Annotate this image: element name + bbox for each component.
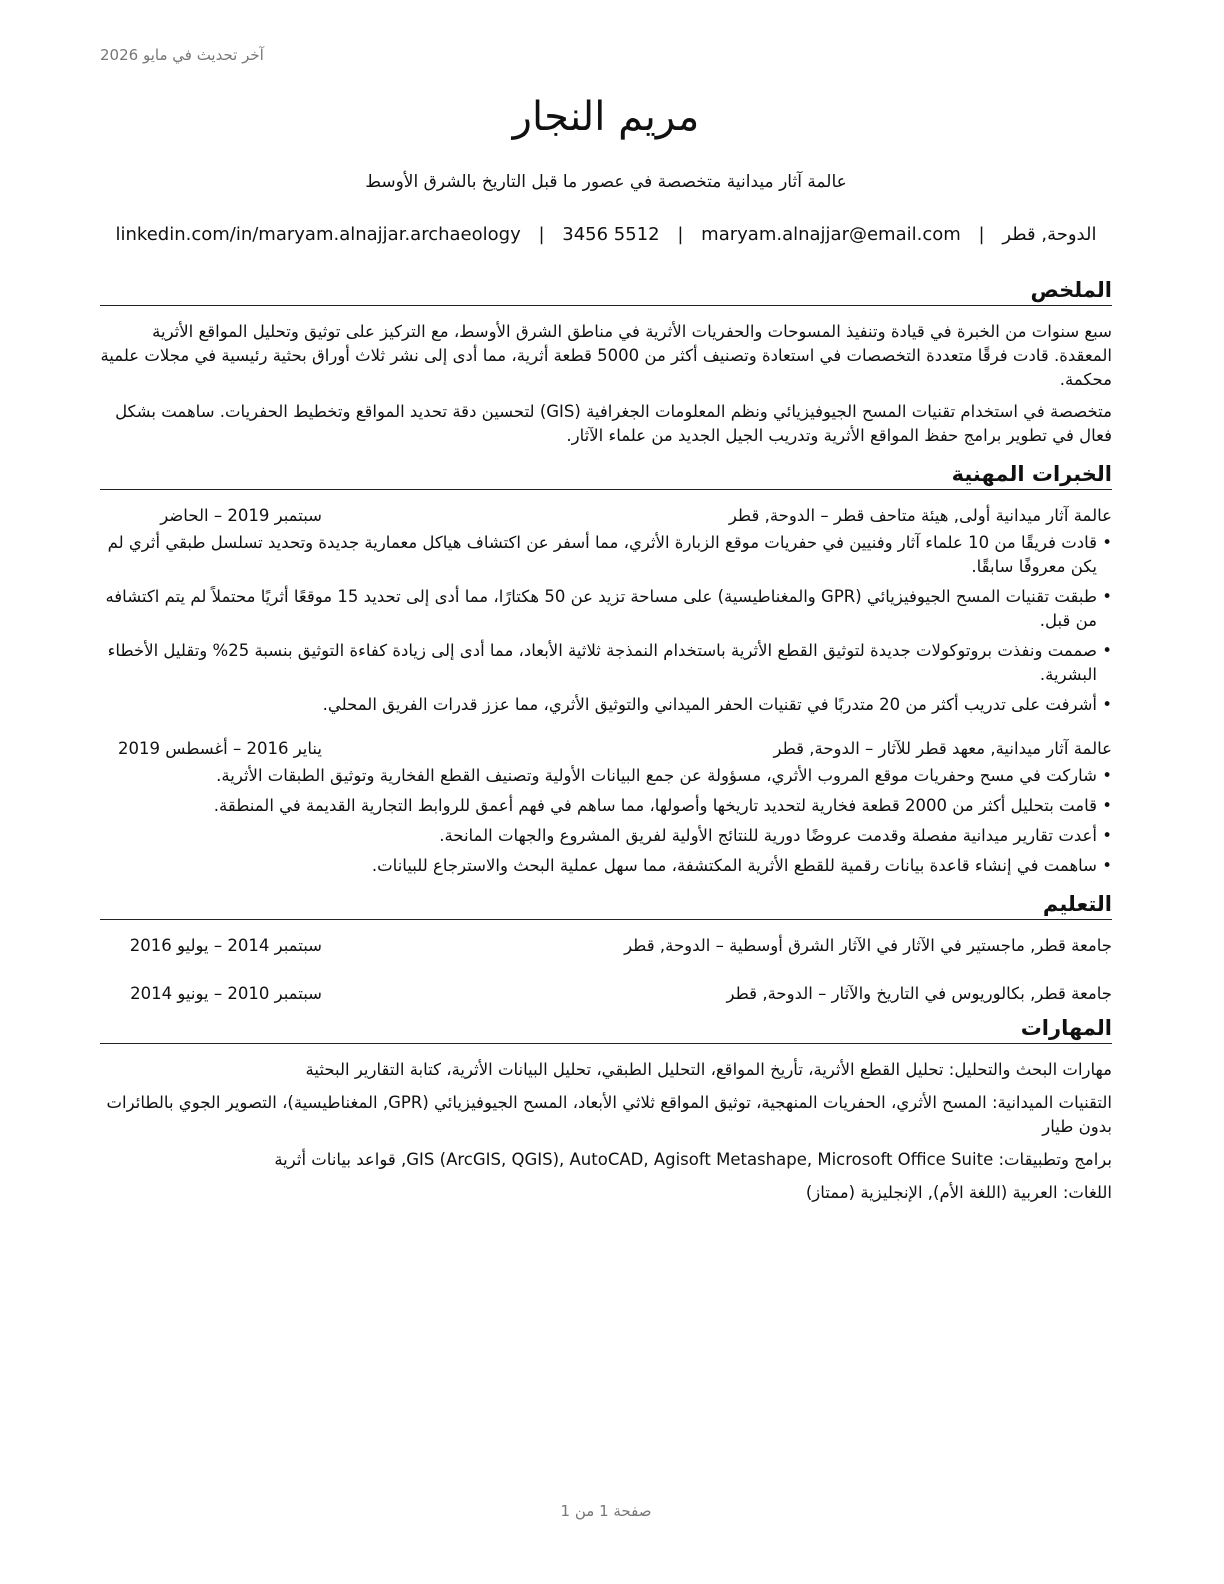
contact-phone: 3456 5512 [562,224,660,245]
section-heading-skills: المهارات [100,1014,1112,1044]
experience-section [100,460,1112,878]
job-entry [100,504,1112,717]
list-item: • أشرفت على تدريب أكثر من 20 متدربًا في تقنيات الحفر الميداني والتوثيق الأثري، مما عزز قدرات الفريق المحلي. [100,693,1112,717]
list-item: • طبقت تقنيات المسح الجيوفيزيائي (GPR والمغناطيسية) على مساحة تزيد عن 50 هكتارًا، مما أدى إلى تحديد 15 موقعًا أثريًا محتملاً لم يتم اكتشافه من قبل. [100,585,1112,633]
list-item: • أعدت تقارير ميدانية مفصلة وقدمت عروضًا دورية للنتائج الأولية لفريق المشروع والجهات المانحة. [100,824,1112,848]
list-item: • قامت بتحليل أكثر من 2000 قطعة فخارية لتحديد تاريخها وأصولها، مما ساهم في فهم أعمق للروابط التجارية القديمة في المنطقة. [100,794,1112,818]
skill-line: التقنيات الميدانية: المسح الأثري، الحفريات المنهجية، توثيق المواقع ثلاثي الأبعاد، المسح الجيوفيزيائي (GPR, المغناطيسية)، التصوير الجوي بالطائرات بدون طيار [106,1093,1112,1136]
job-header [100,737,1112,761]
list-item: • شاركت في مسح وحفريات موقع المروب الأثري، مسؤولة عن جمع البيانات الأولية وتصنيف القطع الفخارية وتوثيق الطبقات الأثرية. [100,764,1112,788]
section-heading-experience: الخبرات المهنية [100,460,1112,490]
job-dates: يناير 2016 – أغسطس 2019 [117,739,322,758]
skill-line: مهارات البحث والتحليل: تحليل القطع الأثرية، تأريخ المواقع، التحليل الطبقي، تحليل البيانات الأثرية، كتابة التقارير البحثية [305,1060,1112,1079]
section-heading-education: التعليم [100,890,1112,920]
list-item: • صممت ونفذت بروتوكولات جديدة لتوثيق القطع الأثرية باستخدام النمذجة ثلاثية الأبعاد، مما أدى إلى زيادة كفاءة التوثيق بنسبة 25% وتقليل الأخطاء البشرية. [100,639,1112,687]
summary-paragraph: متخصصة في استخدام تقنيات المسح الجيوفيزيائي ونظم المعلومات الجغرافية (GIS) لتحسين دقة تحديد المواقع وتخطيط الحفريات. ساهمت بشكل فعال في تطوير برامج حفظ المواقع الأثرية وتدريب الجيل الجديد من علماء الآثار. [115,402,1112,445]
resume-page [100,0,1112,1584]
skills-section [100,1014,1112,1205]
job-role: عالمة آثار ميدانية أولى, هيئة متاحف قطر – الدوحة, قطر [728,506,1112,525]
summary-section [100,276,1112,448]
resume-content [100,276,1112,1214]
contact-line [100,224,1112,245]
job-entry [100,737,1112,878]
contact-separator: | [677,224,684,245]
education-dates: سبتمبر 2014 – يوليو 2016 [129,936,322,955]
job-bullets [100,764,1112,878]
skill-line: برامج وتطبيقات: GIS (ArcGIS, QGIS), AutoCAD, Agisoft Metashape, Microsoft Office Suite, قواعد بيانات أثرية [274,1150,1112,1169]
job-role: عالمة آثار ميدانية, معهد قطر للآثار – الدوحة, قطر [773,739,1112,758]
last-updated: آخر تحديث في مايو 2026 [100,46,264,64]
list-item: • قادت فريقًا من 10 علماء آثار وفنيين في حفريات موقع الزبارة الأثري، مما أسفر عن اكتشاف هياكل معمارية جديدة وتحديد تسلسل طبقي أثري لم يكن معروفًا سابقًا. [100,531,1112,579]
candidate-name: مريم النجار [512,94,700,140]
education-degree: جامعة قطر, بكالوريوس في التاريخ والآثار – الدوحة, قطر [726,984,1112,1003]
contact-email[interactable]: maryam.alnajjar@email.com [701,224,961,245]
skill-line: اللغات: العربية (اللغة الأم), الإنجليزية (ممتاز) [805,1183,1112,1202]
job-bullets [100,531,1112,717]
job-header [100,504,1112,528]
education-entry [100,982,1112,1006]
education-section [100,890,1112,1006]
contact-separator: | [978,224,985,245]
candidate-title: عالمة آثار ميدانية متخصصة في عصور ما قبل التاريخ بالشرق الأوسط [365,172,847,192]
contact-location: الدوحة, قطر [1002,224,1097,245]
list-item: • ساهمت في إنشاء قاعدة بيانات رقمية للقطع الأثرية المكتشفة، مما سهل عملية البحث والاسترجاع للبيانات. [100,854,1112,878]
education-degree: جامعة قطر, ماجستير في الآثار في الآثار الشرق أوسطية – الدوحة, قطر [624,936,1112,955]
job-dates: سبتمبر 2019 – الحاضر [160,506,322,525]
education-entry [100,934,1112,958]
page-number: صفحة 1 من 1 [560,1502,652,1520]
contact-linkedin[interactable]: linkedin.com/in/maryam.alnajjar.archaeology [115,224,521,245]
section-heading-summary: الملخص [100,276,1112,306]
education-dates: سبتمبر 2010 – يونيو 2014 [130,984,322,1003]
contact-separator: | [538,224,545,245]
summary-paragraph: سبع سنوات من الخبرة في قيادة وتنفيذ المسوحات والحفريات الأثرية في مناطق الشرق الأوسط، مع التركيز على توثيق وتحليل المواقع الأثرية المعقدة. قادت فرقًا متعددة التخصصات في استعادة وتصنيف أكثر من 5000 قطعة أثرية، مما أدى إلى نشر ثلاث أوراق بحثية رئيسية في مجلات علمية محكمة. [100,322,1112,389]
